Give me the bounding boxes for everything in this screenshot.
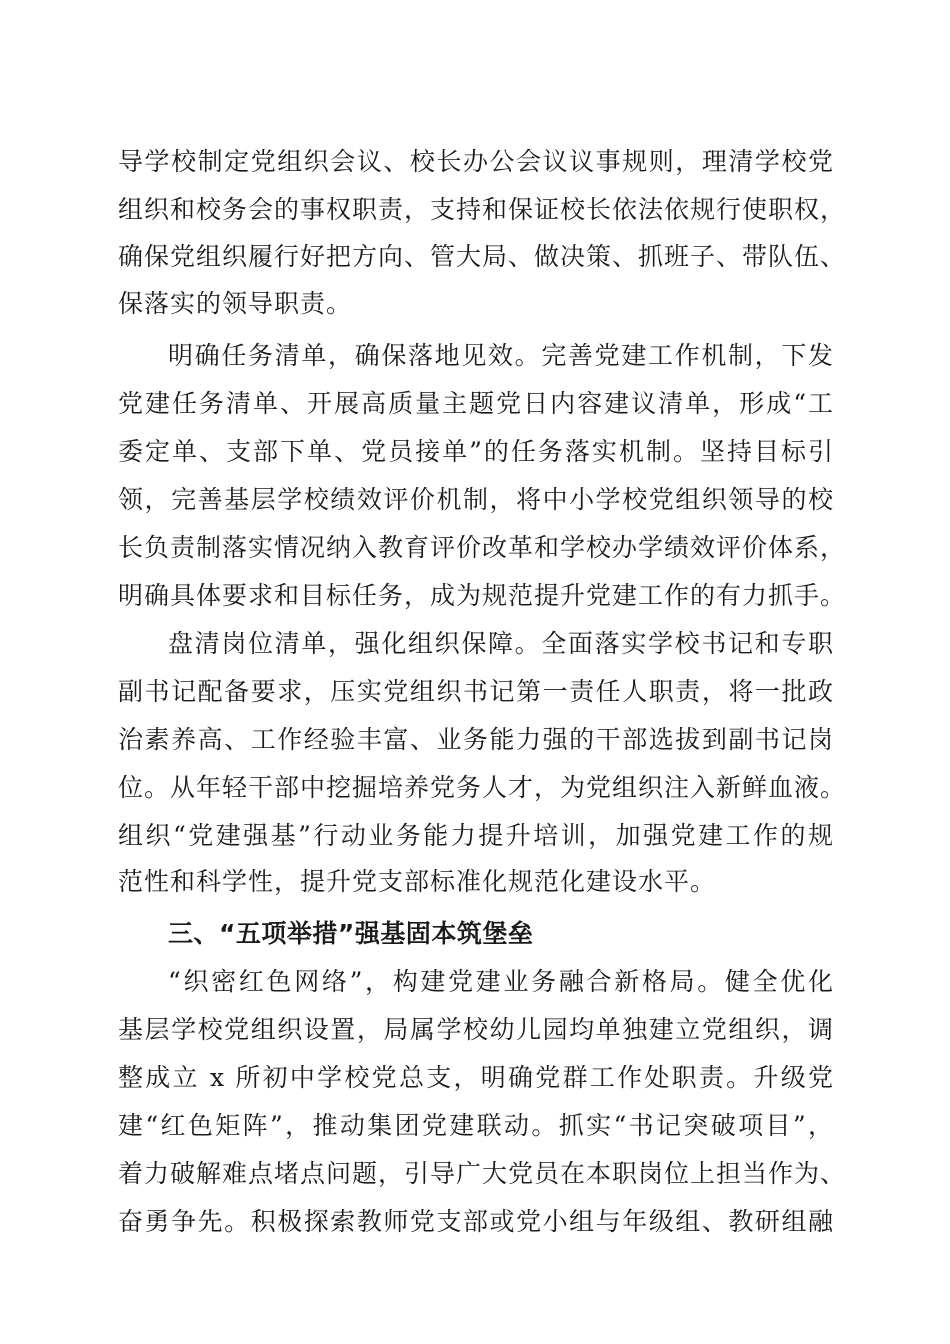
- text-line: 明确具体要求和目标任务，成为规范提升党建工作的有力抓手。: [118, 581, 847, 610]
- text-line: 确保党组织履行好把方向、管大局、做决策、抓班子、带队伍、: [118, 242, 847, 271]
- text-line: 建“红色矩阵”，推动集团党建联动。抓实“书记突破项目”，: [118, 1111, 834, 1140]
- paragraph-first-line: “织密红色网络”，构建党建业务融合新格局。健全优化: [168, 967, 834, 996]
- text-line: 范性和科学性，提升党支部标准化规范化建设水平。: [118, 867, 717, 896]
- text-line: 保落实的领导职责。: [118, 289, 353, 318]
- text-line: 组织和校务会的事权职责，支持和保证校长依法依规行使职权，: [118, 195, 847, 224]
- text-line: 长负责制落实情况纳入教育评价改革和学校办学绩效评价体系，: [118, 533, 847, 562]
- text-line: 治素养高、工作经验丰富、业务能力强的干部选拔到副书记岗: [118, 725, 834, 754]
- text-line: 领，完善基层学校绩效评价机制，将中小学校党组织领导的校: [118, 485, 834, 514]
- text-line: 整成立 x 所初中学校党总支，明确党群工作处职责。升级党: [118, 1063, 834, 1092]
- section-heading: 三、“五项举措”强基固本筑堡垒: [168, 919, 534, 948]
- text-line: 基层学校党组织设置，局属学校幼儿园均单独建立党组织，调: [118, 1015, 834, 1044]
- text-line: 奋勇争先。积极探索教师党支部或党小组与年级组、教研组融: [118, 1207, 834, 1236]
- text-line: 着力破解难点堵点问题，引导广大党员在本职岗位上担当作为、: [118, 1159, 847, 1188]
- text-line: 位。从年轻干部中挖掘培养党务人才，为党组织注入新鲜血液。: [118, 773, 847, 802]
- text-line: 党建任务清单、开展高质量主题党日内容建议清单，形成“工: [118, 389, 834, 418]
- text-line: 组织“党建强基”行动业务能力提升培训，加强党建工作的规: [118, 821, 834, 850]
- text-line: 导学校制定党组织会议、校长办公会议议事规则，理清学校党: [118, 147, 834, 176]
- paragraph-first-line: 盘清岗位清单，强化组织保障。全面落实学校书记和专职: [168, 629, 834, 658]
- text-line: 副书记配备要求，压实党组织书记第一责任人职责，将一批政: [118, 677, 834, 706]
- paragraph-first-line: 明确任务清单，确保落地见效。完善党建工作机制，下发: [168, 341, 834, 370]
- text-line: 委定单、支部下单、党员接单”的任务落实机制。坚持目标引: [118, 437, 834, 466]
